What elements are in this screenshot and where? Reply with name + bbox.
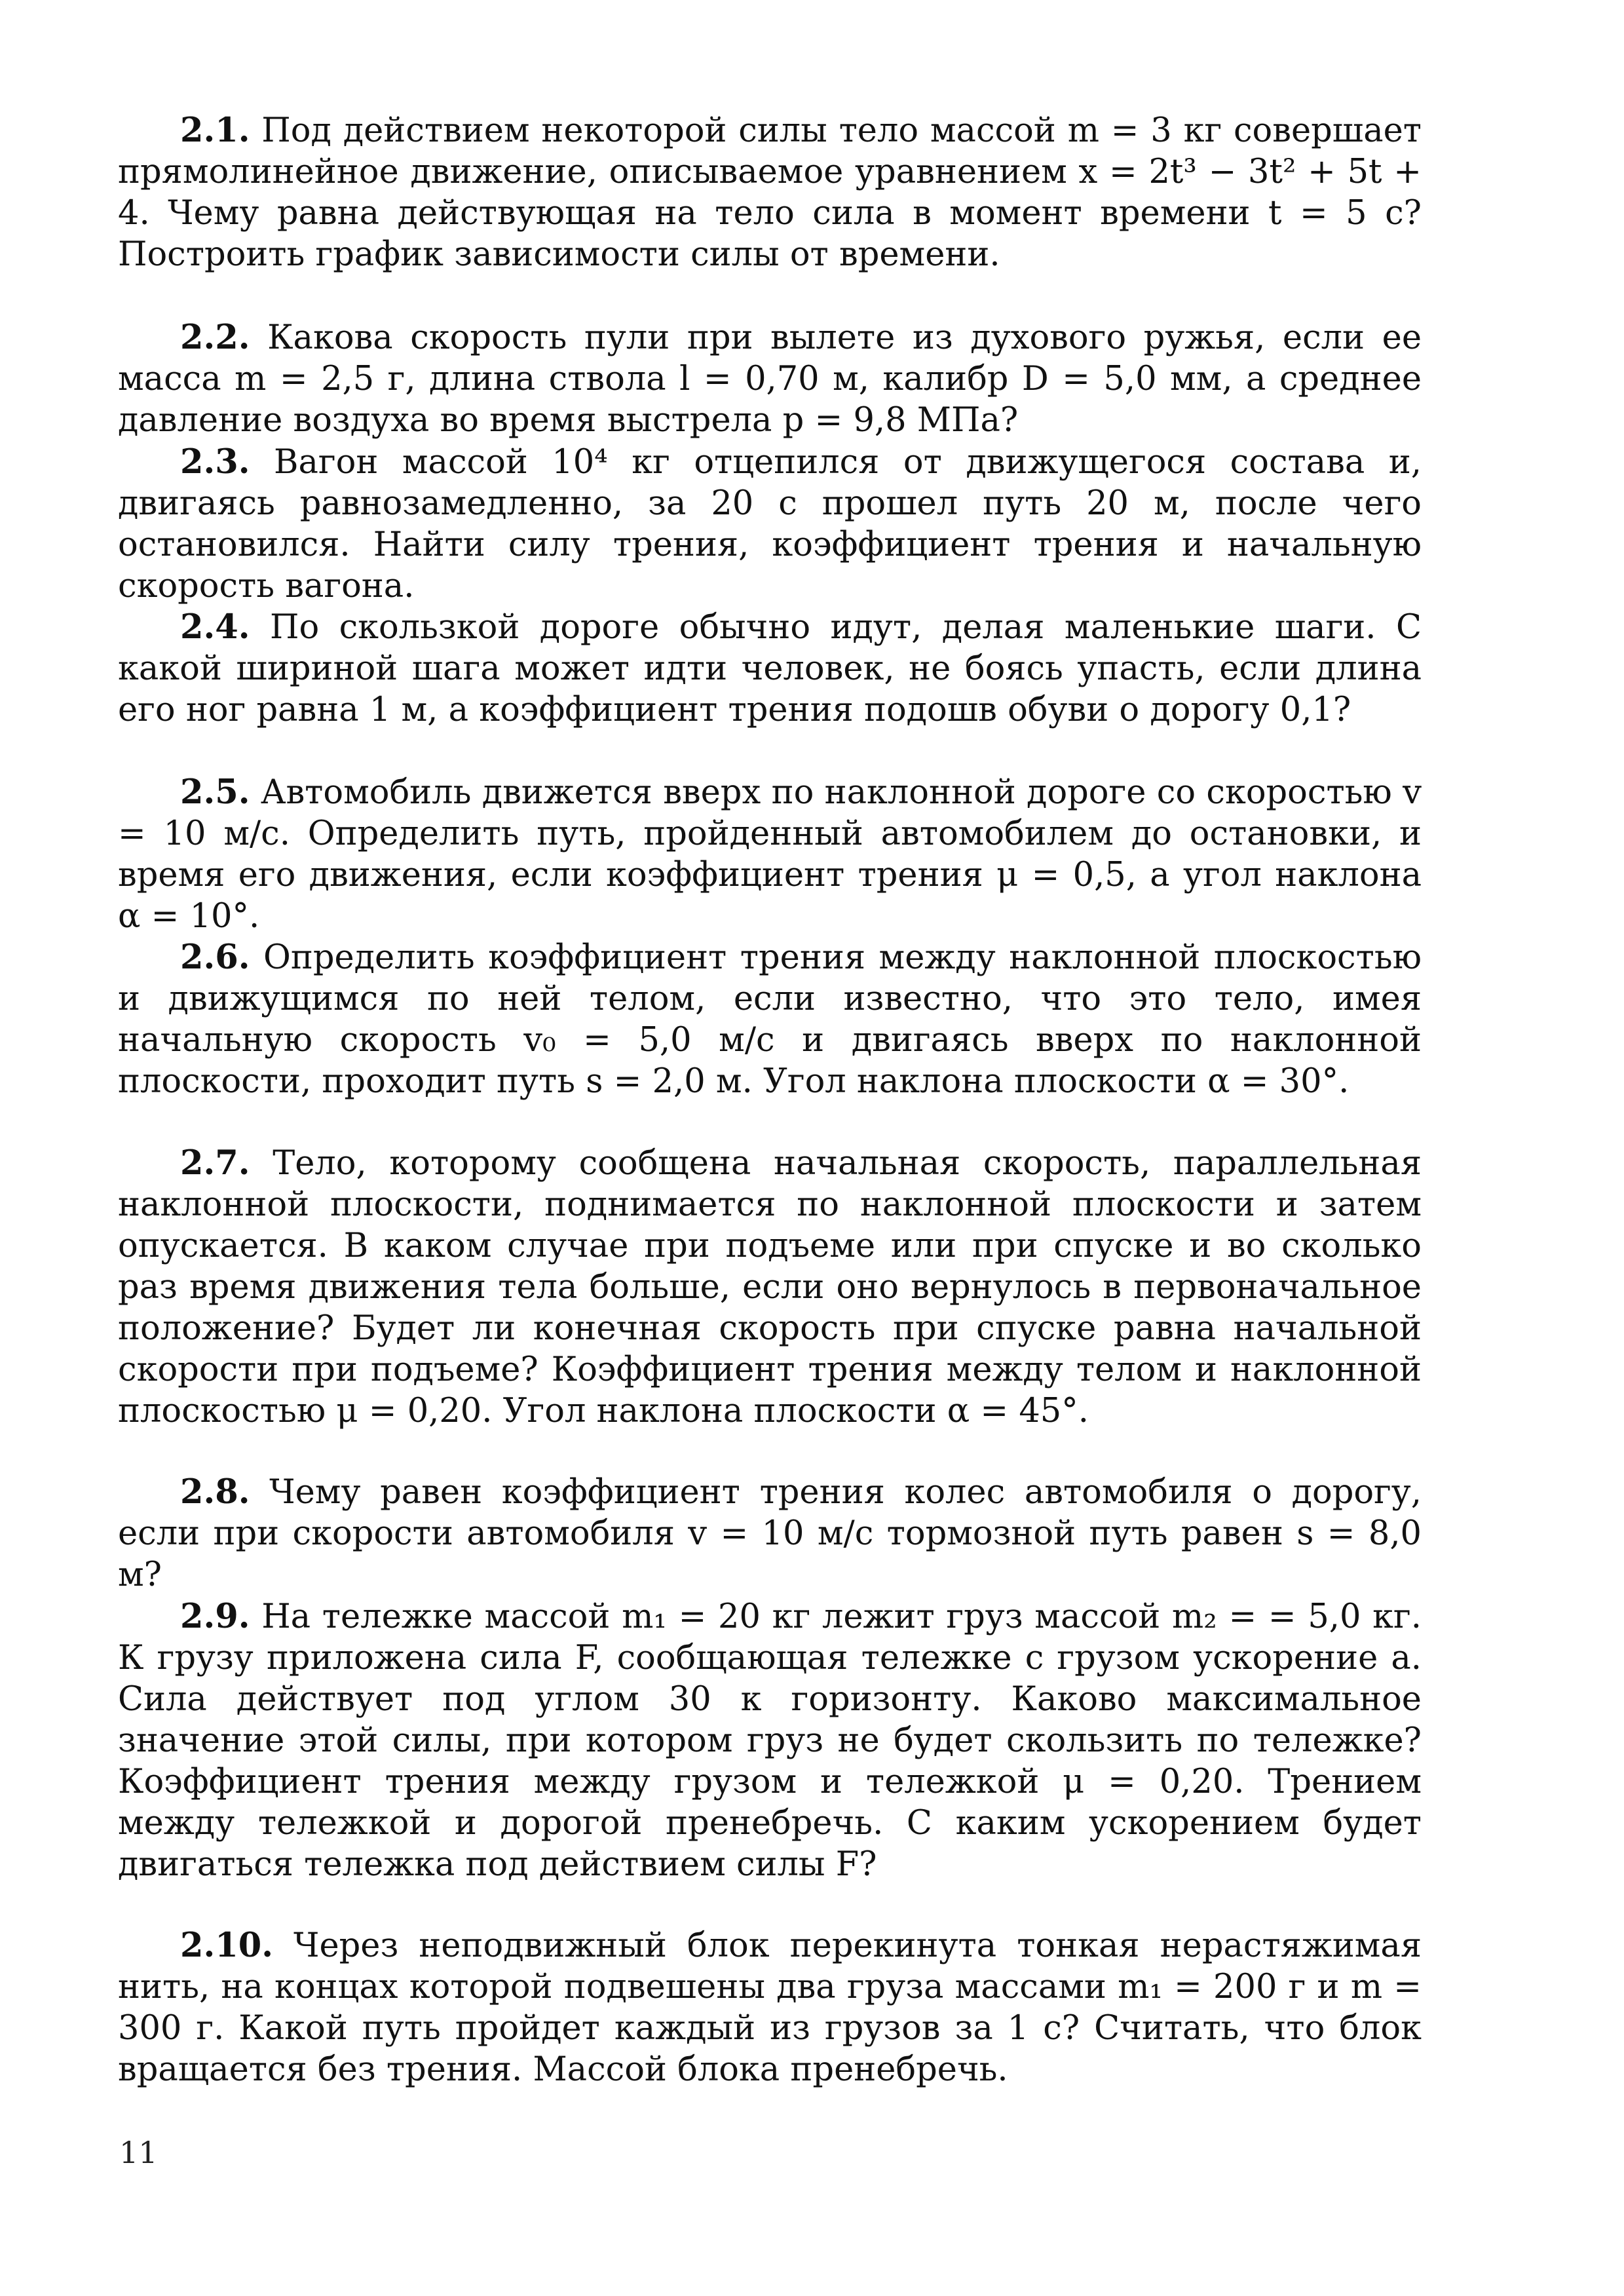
problem-text: Вагон массой 10⁴ кг отцепился от движущегося состава и, двигаясь равнозамедленно, за 20 с прошел путь 20 м, после чего остановился. Найти силу трения, коэффициент трения и начальную скорость вагона. xyxy=(118,443,1422,605)
problem-2-5 xyxy=(118,772,1422,937)
problem-2-8 xyxy=(118,1472,1422,1596)
problem-text: На тележке массой m₁ = 20 кг лежит груз массой m₂ = = 5,0 кг. К грузу приложена сила F, сообщающая тележке с грузом ускорение a. Сила действует под углом 30 к горизонту. Каково максимальное значение этой силы, при котором груз не будет скользить по тележке? Коэффициент трения между грузом и тележкой μ = 0,20. Трением между тележкой и дорогой пренебречь. С каким ускорением будет двигаться тележка под действием силы F? xyxy=(118,1598,1422,1884)
problem-text: По скользкой дороге обычно идут, делая маленькие шаги. С какой шириной шага может идти человек, не боясь упасть, если длина его ног равна 1 м, а коэффициент трения подошв обуви о дорогу 0,1? xyxy=(118,608,1422,729)
page-number: 11 xyxy=(119,2135,158,2170)
problem-2-2 xyxy=(118,317,1422,441)
problem-number: 2.6. xyxy=(180,938,250,977)
problem-number: 2.8. xyxy=(180,1472,250,1512)
problem-text: Определить коэффициент трения между наклонной плоскостью и движущимся по ней телом, если известно, что это тело, имея начальную скорость v₀ = 5,0 м/с и двигаясь вверх по наклонной плоскости, проходит путь s = 2,0 м. Угол наклона плоскости α = 30°. xyxy=(118,938,1422,1101)
problem-text: Тело, которому сообщена начальная скорость, параллельная наклонной плоскости, поднимается по наклонной плоскости и затем опускается. В каком случае при подъеме или при спуске и во сколько раз время движения тела больше, если оно вернулось в первоначальное положение? Будет ли конечная скорость при спуске равна начальной скорости при подъеме? Коэффициент трения между телом и наклонной плоскостью μ = 0,20. Угол наклона плоскости α = 45°. xyxy=(118,1144,1422,1430)
problem-2-4 xyxy=(118,607,1422,731)
problem-2-6 xyxy=(118,937,1422,1102)
problem-number: 2.1. xyxy=(180,111,250,150)
problem-text: Какова скорость пули при вылете из духового ружья, если ее масса m = 2,5 г, длина ствола l = 0,70 м, калибр D = 5,0 мм, а среднее давление воздуха во время выстрела p = 9,8 МПа? xyxy=(118,318,1422,440)
problem-text: Чему равен коэффициент трения колес автомобиля о дорогу, если при скорости автомобиля v = 10 м/с тормозной путь равен s = 8,0 м? xyxy=(118,1473,1422,1594)
problem-text: Через неподвижный блок перекинута тонкая нерастяжимая нить, на концах которой подвешены два груза массами m₁ = 200 г и m = 300 г. Какой путь пройдет каждый из грузов за 1 с? Считать, что блок вращается без трения. Массой блока пренебречь. xyxy=(118,1926,1422,2089)
problem-2-9 xyxy=(118,1596,1422,1885)
problem-number: 2.3. xyxy=(180,442,250,482)
problem-text: Под действием некоторой силы тело массой m = 3 кг совершает прямолинейное движение, описываемое уравнением x = 2t³ − 3t² + 5t + 4. Чему равна действующая на тело сила в момент времени t = 5 с? Построить график зависимости силы от времени. xyxy=(118,111,1422,274)
problem-2-3 xyxy=(118,442,1422,607)
problem-2-1 xyxy=(118,110,1422,275)
problem-number: 2.2. xyxy=(180,318,250,357)
problem-number: 2.10. xyxy=(180,1926,273,1965)
problem-number: 2.9. xyxy=(180,1597,250,1636)
problem-2-7 xyxy=(118,1143,1422,1432)
problem-number: 2.7. xyxy=(180,1143,250,1183)
problem-number: 2.4. xyxy=(180,607,250,647)
problem-number: 2.5. xyxy=(180,773,250,812)
problem-text: Автомобиль движется вверх по наклонной дороге со скоростью v = 10 м/с. Определить путь, пройденный автомобилем до остановки, и время его движения, если коэффициент трения μ = 0,5, а угол наклона α = 10°. xyxy=(118,773,1422,936)
problem-2-10 xyxy=(118,1925,1422,2090)
